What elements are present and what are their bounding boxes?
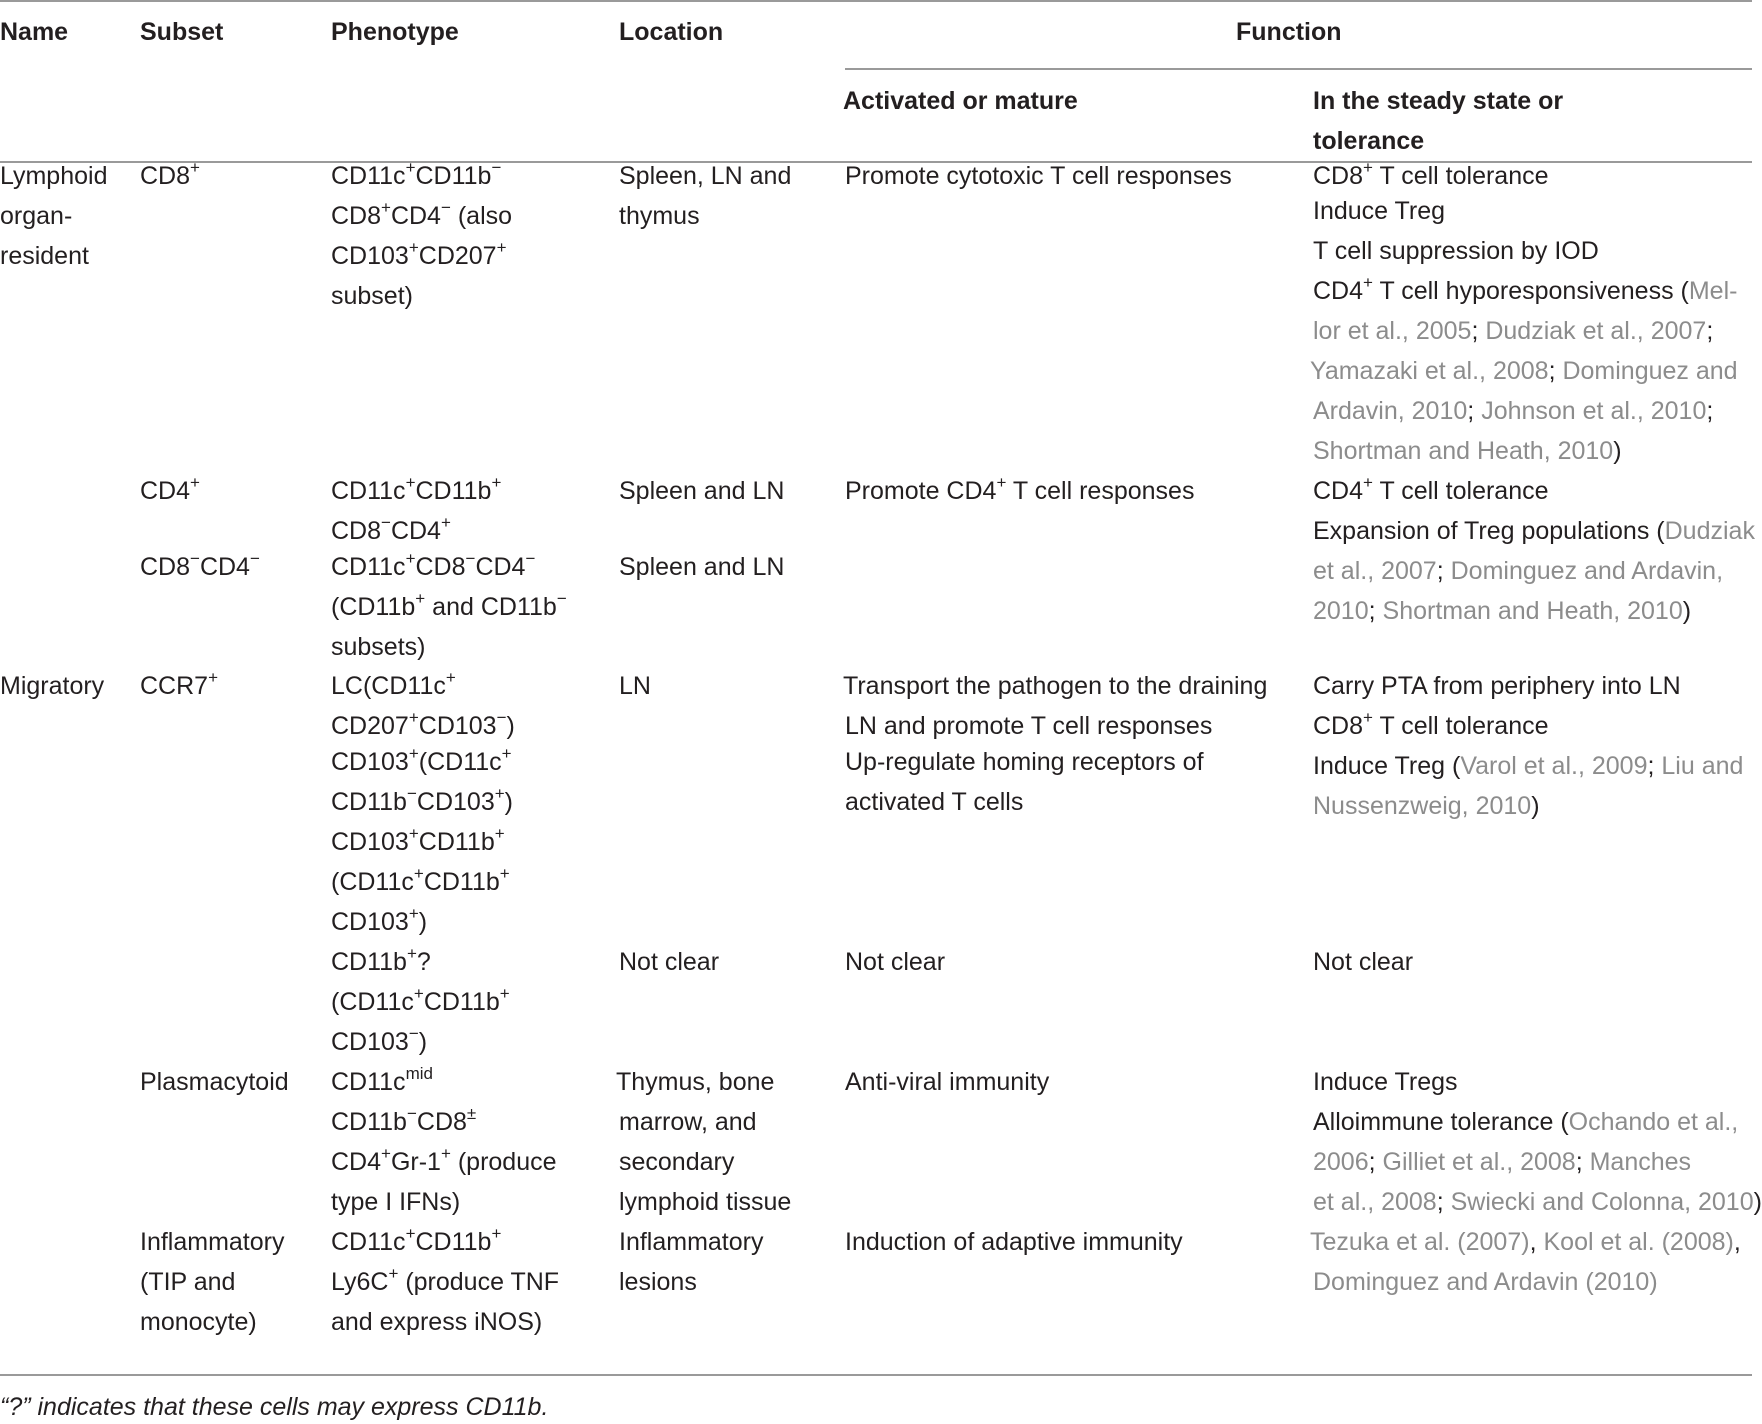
citation-text: 2010	[1313, 597, 1369, 625]
table-footnote: “?” indicates that these cells may express CD11b.	[0, 1393, 549, 1421]
superscript-text: +	[1363, 707, 1373, 727]
superscript-text: +	[405, 472, 416, 492]
cell-cd11b-pheno-2	[331, 982, 510, 1022]
cell-ccr7-pheno-1	[331, 666, 456, 706]
citation-text: Yamazaki et al., 2008	[1310, 357, 1549, 385]
cell-text: organ-	[0, 202, 73, 230]
superscript-text: +	[408, 903, 419, 923]
cell-text: CD8	[416, 1108, 467, 1136]
cell-cd4-subset	[140, 471, 200, 511]
cell-ccr7-pheno-4	[331, 782, 513, 822]
superscript-text: +	[413, 863, 424, 883]
cell-text: ;	[1706, 397, 1714, 425]
cell-pdc-loc-4	[619, 1182, 791, 1222]
cell-text: Induce Treg (	[1313, 752, 1461, 780]
cell-text: CD207	[418, 242, 497, 270]
cell-text: CD4	[1313, 277, 1364, 305]
cell-cd8-loc-1	[619, 156, 791, 196]
cell-text: (TIP and	[140, 1268, 236, 1296]
superscript-text: +	[408, 237, 419, 257]
cell-text: Spleen, LN and	[619, 162, 792, 190]
cell-text: ,	[1529, 1228, 1544, 1256]
citation-text: Varol et al., 2009	[1460, 752, 1648, 780]
superscript-text: +	[388, 1263, 399, 1283]
cell-cd8-st-6	[1310, 351, 1738, 391]
cell-text: ;	[1548, 357, 1563, 385]
cell-dn-pheno-1	[331, 547, 535, 587]
citation-text: Dudziak	[1664, 517, 1755, 545]
cell-text: ;	[1467, 397, 1482, 425]
citation-text: lor et al., 2005	[1313, 317, 1472, 345]
cell-text: activated T cells	[845, 788, 1024, 816]
cell-text: (also	[450, 202, 513, 230]
cell-text: Migratory	[0, 672, 105, 700]
col-header-activated: Activated or mature	[843, 87, 1078, 115]
cell-text: Transport the pathogen to the draining	[843, 672, 1268, 700]
citation-text: et al., 2007	[1313, 557, 1437, 585]
cell-dn-subset	[140, 547, 260, 587]
cell-cd8-st-7	[1313, 391, 1713, 431]
cell-dn-pheno-3	[331, 627, 425, 667]
cell-text: CD4	[1313, 477, 1364, 505]
cell-text: )	[1682, 597, 1692, 625]
cell-cd11b-pheno-3	[331, 1022, 427, 1062]
citation-text: Kool et al. (2008)	[1543, 1228, 1734, 1256]
cell-ccr7-pheno-5	[331, 822, 505, 862]
cell-cd11b-pheno-1	[331, 942, 431, 982]
cell-text: Not clear	[1313, 948, 1414, 976]
cell-ccr7-loc-1	[619, 666, 651, 706]
citation-text: 2006	[1313, 1148, 1369, 1176]
superscript-text: ±	[466, 1103, 477, 1123]
col-header-steady-2: tolerance	[1313, 127, 1425, 155]
cell-text: CD103	[418, 712, 497, 740]
cell-pdc-pheno-3	[331, 1142, 557, 1182]
superscript-text: −	[465, 548, 476, 568]
cell-cd11b-act-1	[845, 942, 945, 982]
cell-text: ;	[1368, 597, 1383, 625]
superscript-text: +	[501, 743, 512, 763]
cell-text: CD11b	[331, 948, 407, 976]
superscript-text: +	[491, 472, 502, 492]
cell-infl-pheno-3	[331, 1302, 542, 1342]
cell-lo-name-1	[0, 156, 107, 196]
cell-text: CD11c	[331, 477, 406, 505]
citation-text: Johnson et al., 2010	[1481, 397, 1707, 425]
cell-text: )	[1613, 437, 1622, 465]
cell-cd4-pheno-2	[331, 511, 451, 551]
citation-text: Shortman and Heath, 2010	[1313, 437, 1614, 465]
superscript-text: −	[408, 1023, 419, 1043]
superscript-text: +	[445, 667, 456, 687]
cell-text: monocyte)	[140, 1308, 257, 1336]
superscript-text: −	[491, 157, 502, 177]
cell-cd11b-loc-1	[619, 942, 719, 982]
cell-text: (produce TNF	[398, 1268, 560, 1296]
cell-text: CD103	[331, 908, 409, 936]
cell-text: CD4	[390, 202, 441, 230]
cell-ccr7-act-1	[843, 666, 1267, 706]
cell-text: ;	[1368, 1148, 1383, 1176]
col-header-function: Function	[1236, 18, 1342, 46]
cell-text: )	[1531, 792, 1540, 820]
cell-text: (CD11c	[331, 988, 414, 1016]
cell-mig-name-1	[0, 666, 104, 706]
cell-text: CD11b	[418, 828, 495, 856]
cell-text: Induce Tregs	[1313, 1068, 1458, 1096]
cell-text: CD103	[331, 242, 409, 270]
cell-cd8-pheno-3	[331, 236, 507, 276]
cell-text: marrow, and	[619, 1108, 757, 1136]
cell-text: (CD11c	[418, 748, 502, 776]
cell-pdc-loc-2	[619, 1102, 757, 1142]
superscript-text: +	[415, 588, 426, 608]
superscript-text: +	[996, 472, 1007, 492]
citation-text: Dudziak et al., 2007	[1485, 317, 1707, 345]
cell-text: Induction of adaptive immunity	[845, 1228, 1183, 1256]
cell-cd8-subset	[140, 156, 200, 196]
cell-ccr7-act-3	[845, 742, 1204, 782]
cell-text: lesions	[619, 1268, 697, 1296]
cell-text: ;	[1575, 1148, 1590, 1176]
cell-text: CD11b	[415, 1228, 492, 1256]
cell-text: Not clear	[619, 948, 720, 976]
cell-text: Inflammatory	[140, 1228, 285, 1256]
citation-text: Ochando et al.,	[1568, 1108, 1739, 1136]
cell-ccr7-act-4	[845, 782, 1023, 822]
cell-cd4-pheno-1	[331, 471, 501, 511]
table-bottom-rule	[0, 1374, 1752, 1376]
citation-text: Dominguez and	[1562, 357, 1738, 385]
superscript-text: +	[408, 743, 419, 763]
col-header-location: Location	[619, 18, 724, 46]
cell-cd11b-st-1	[1313, 942, 1413, 982]
cell-text: ?	[416, 948, 431, 976]
cell-text: CD11c	[331, 1068, 406, 1096]
superscript-text: +	[190, 157, 200, 177]
citation-text: Swiecki and Colonna, 2010	[1450, 1188, 1754, 1216]
cell-text: CD11b	[415, 477, 492, 505]
cell-lo-name-2	[0, 196, 72, 236]
cell-text: and CD11b	[425, 593, 557, 621]
superscript-text: −	[406, 1103, 417, 1123]
cell-infl-act-1	[845, 1222, 1183, 1262]
cell-text: resident	[0, 242, 89, 270]
citation-text: et al., 2008	[1313, 1188, 1437, 1216]
top-rule	[0, 0, 1752, 2]
superscript-text: −	[556, 588, 567, 608]
cell-text: Carry PTA from periphery into LN	[1313, 672, 1681, 700]
cell-text: ;	[1436, 557, 1451, 585]
cell-dn-loc-1	[619, 547, 784, 587]
cell-text: T cell tolerance	[1372, 477, 1549, 505]
cell-cd8-loc-2	[619, 196, 700, 236]
cell-infl-loc-2	[619, 1262, 697, 1302]
citation-text: Gilliet et al., 2008	[1382, 1148, 1576, 1176]
cell-text: subset)	[331, 282, 413, 310]
cell-text: secondary	[619, 1148, 735, 1176]
citation-text: Liu and	[1661, 752, 1744, 780]
citation-text: Dominguez and Ardavin,	[1450, 557, 1724, 585]
cell-text: T cell hyporesponsiveness (	[1372, 277, 1689, 305]
cell-ccr7-pheno-6	[331, 862, 510, 902]
superscript-text: +	[405, 1223, 416, 1243]
superscript-text: +	[190, 472, 200, 492]
cell-ccr7-subset	[140, 666, 218, 706]
cell-text: ;	[1471, 317, 1486, 345]
cell-text: CD4	[140, 477, 191, 505]
cell-infl-subset-1	[140, 1222, 284, 1262]
cell-text: ;	[1706, 317, 1714, 345]
cell-pdc-pheno-4	[331, 1182, 460, 1222]
cell-text: CD11b	[415, 162, 492, 190]
cell-text: T cell tolerance	[1372, 712, 1549, 740]
cell-text: and express iNOS)	[331, 1308, 543, 1336]
cell-ccr7-act-2	[845, 706, 1212, 746]
cell-text: )	[506, 712, 515, 740]
cell-text: CD11c	[331, 1228, 406, 1256]
cell-text: Lymphoid	[0, 162, 108, 190]
cell-text: CD8	[140, 162, 191, 190]
cell-text: T cell suppression by IOD	[1313, 237, 1599, 265]
cell-text: CD11b	[423, 868, 500, 896]
cell-text: T cell tolerance	[1372, 162, 1549, 190]
superscript-text: +	[496, 237, 507, 257]
superscript-text: −	[525, 548, 536, 568]
cell-ccr7-st-1	[1313, 666, 1681, 706]
cell-cd8-st-2	[1313, 191, 1445, 231]
superscript-text: +	[440, 1143, 451, 1163]
cell-text: Thymus, bone	[616, 1068, 775, 1096]
cell-cd8-act-1	[845, 156, 1232, 196]
cell-text: Plasmacytoid	[140, 1068, 289, 1096]
cell-cd4-act-1	[845, 471, 1194, 511]
cell-dn-pheno-2	[331, 587, 567, 627]
cell-cd4-loc-1	[619, 471, 784, 511]
cell-text: Spleen and LN	[619, 553, 785, 581]
cell-cd8-st-1	[1313, 156, 1549, 196]
citation-text: Ardavin, 2010	[1313, 397, 1468, 425]
cell-pdc-loc-3	[619, 1142, 734, 1182]
cell-pdc-st-4	[1313, 1182, 1762, 1222]
superscript-text: +	[208, 667, 219, 687]
superscript-text: +	[406, 943, 417, 963]
cell-pdc-subset	[140, 1062, 289, 1102]
cell-infl-subset-2	[140, 1262, 235, 1302]
cell-text: CD11c	[331, 553, 406, 581]
cell-ccr7-pheno-2	[331, 706, 515, 746]
cell-cd8-pheno-2	[331, 196, 512, 236]
cell-infl-pheno-2	[331, 1262, 559, 1302]
superscript-text: −	[381, 512, 391, 532]
cell-text: type I IFNs)	[331, 1188, 461, 1216]
cell-text: Alloimmune tolerance (	[1313, 1108, 1569, 1136]
col-header-subset: Subset	[140, 18, 224, 46]
cell-pdc-pheno-2	[331, 1102, 476, 1142]
cell-text: ;	[1647, 752, 1662, 780]
cell-cd8-st-4	[1313, 271, 1737, 311]
cell-text: )	[1753, 1188, 1762, 1216]
cell-text: Induce Treg	[1313, 197, 1446, 225]
cell-lo-name-3	[0, 236, 89, 276]
cell-ccr7-st-4	[1313, 786, 1540, 826]
superscript-text: +	[408, 823, 419, 843]
citation-text: Dominguez and Ardavin (2010)	[1313, 1268, 1658, 1296]
cell-text: CD11b	[331, 788, 407, 816]
superscript-text: +	[381, 1143, 391, 1163]
cell-text: LN and promote T cell responses	[845, 712, 1213, 740]
cell-text: CD8	[331, 517, 382, 545]
cell-text: thymus	[619, 202, 700, 230]
cell-infl-st-2	[1313, 1262, 1658, 1302]
cell-ccr7-pheno-7	[331, 902, 427, 942]
cell-cd4-st-1	[1313, 471, 1549, 511]
function-underline	[845, 68, 1752, 70]
cell-text: T cell responses	[1006, 477, 1195, 505]
citation-text: Tezuka et al. (2007)	[1310, 1228, 1530, 1256]
cell-text: CD8	[140, 553, 191, 581]
superscript-text: +	[499, 983, 510, 1003]
cell-cd8-st-8	[1313, 431, 1622, 471]
cell-text: LC(CD11c	[331, 672, 446, 700]
cell-text: Gr-1	[390, 1148, 441, 1176]
superscript-text: −	[440, 197, 451, 217]
cell-text: CD8	[1313, 712, 1364, 740]
cell-text: Anti-viral immunity	[845, 1068, 1050, 1096]
cell-text: (CD11b	[331, 593, 416, 621]
col-header-phenotype: Phenotype	[331, 18, 459, 46]
cell-text: CD8	[331, 202, 382, 230]
cell-text: Up-regulate homing receptors of	[845, 748, 1204, 776]
superscript-text: +	[405, 548, 416, 568]
superscript-text: −	[190, 548, 200, 568]
cell-text: ;	[1436, 1188, 1451, 1216]
cell-pdc-st-2	[1313, 1102, 1738, 1142]
cell-ccr7-pheno-3	[331, 742, 512, 782]
col-header-name: Name	[0, 18, 69, 46]
cell-text: CD4	[199, 553, 250, 581]
cell-text: CD11b	[423, 988, 500, 1016]
cell-pdc-st-1	[1313, 1062, 1458, 1102]
cell-cd4-st-4	[1313, 591, 1691, 631]
superscript-text: −	[249, 548, 260, 568]
superscript-text: +	[440, 512, 451, 532]
cell-ccr7-st-2	[1313, 706, 1549, 746]
cell-text: CD103	[331, 1028, 409, 1056]
superscript-text: +	[1363, 157, 1373, 177]
cell-text: CCR7	[140, 672, 209, 700]
cell-text: CD4	[331, 1148, 382, 1176]
cell-text: CD11c	[331, 162, 406, 190]
superscript-text: −	[406, 783, 417, 803]
cell-cd4-st-2	[1313, 511, 1755, 551]
cell-ccr7-st-3	[1313, 746, 1743, 786]
col-header-steady-1: In the steady state or	[1313, 87, 1564, 115]
cell-cd8-pheno-4	[331, 276, 413, 316]
cell-text: ,	[1733, 1228, 1741, 1256]
superscript-text: +	[491, 1223, 502, 1243]
cell-text: CD8	[1313, 162, 1364, 190]
superscript-text: mid	[405, 1063, 433, 1083]
cell-pdc-pheno-1	[331, 1062, 433, 1102]
cell-pdc-act-1	[845, 1062, 1049, 1102]
cell-text: CD103	[331, 748, 409, 776]
superscript-text: +	[1363, 472, 1373, 492]
cell-cd8-pheno-1	[331, 156, 501, 196]
superscript-text: +	[494, 783, 505, 803]
citation-text: Shortman and Heath, 2010	[1382, 597, 1683, 625]
cell-text: (produce	[450, 1148, 557, 1176]
cell-text: CD207	[331, 712, 409, 740]
cell-cd8-st-5	[1313, 311, 1713, 351]
cell-text: CD11b	[331, 1108, 407, 1136]
superscript-text: +	[408, 707, 419, 727]
cell-infl-st-1	[1310, 1222, 1741, 1262]
citation-text: Nussenzweig, 2010	[1313, 792, 1532, 820]
cell-text: LN	[619, 672, 651, 700]
superscript-text: +	[499, 863, 510, 883]
cell-text: Promote cytotoxic T cell responses	[845, 162, 1232, 190]
cell-infl-subset-3	[140, 1302, 257, 1342]
cell-text: subsets)	[331, 633, 426, 661]
superscript-text: +	[494, 823, 505, 843]
cell-text: Promote CD4	[845, 477, 997, 505]
cell-text: CD103	[331, 828, 409, 856]
cell-cd8-st-3	[1313, 231, 1599, 271]
superscript-text: +	[381, 197, 391, 217]
superscript-text: +	[405, 157, 416, 177]
citation-text: Manches	[1589, 1148, 1692, 1176]
cell-text: Spleen and LN	[619, 477, 785, 505]
cell-infl-pheno-1	[331, 1222, 501, 1262]
cell-text: Ly6C	[331, 1268, 389, 1296]
superscript-text: −	[496, 707, 507, 727]
cell-text: )	[418, 1028, 428, 1056]
cell-cd4-st-3	[1313, 551, 1723, 591]
cell-text: )	[418, 908, 428, 936]
cell-text: lymphoid tissue	[619, 1188, 792, 1216]
cell-text: CD4	[390, 517, 441, 545]
citation-text: Mel-	[1688, 277, 1738, 305]
cell-text: CD8	[415, 553, 466, 581]
cell-pdc-loc-1	[616, 1062, 774, 1102]
cell-infl-loc-1	[619, 1222, 763, 1262]
cell-text: CD103	[416, 788, 495, 816]
cell-text: )	[504, 788, 513, 816]
superscript-text: +	[413, 983, 424, 1003]
cell-text: Expansion of Treg populations (	[1313, 517, 1665, 545]
cell-text: Not clear	[845, 948, 946, 976]
cell-pdc-st-3	[1313, 1142, 1691, 1182]
superscript-text: +	[1363, 272, 1373, 292]
cell-text: CD4	[475, 553, 526, 581]
cell-text: (CD11c	[331, 868, 414, 896]
cell-text: Inflammatory	[619, 1228, 764, 1256]
